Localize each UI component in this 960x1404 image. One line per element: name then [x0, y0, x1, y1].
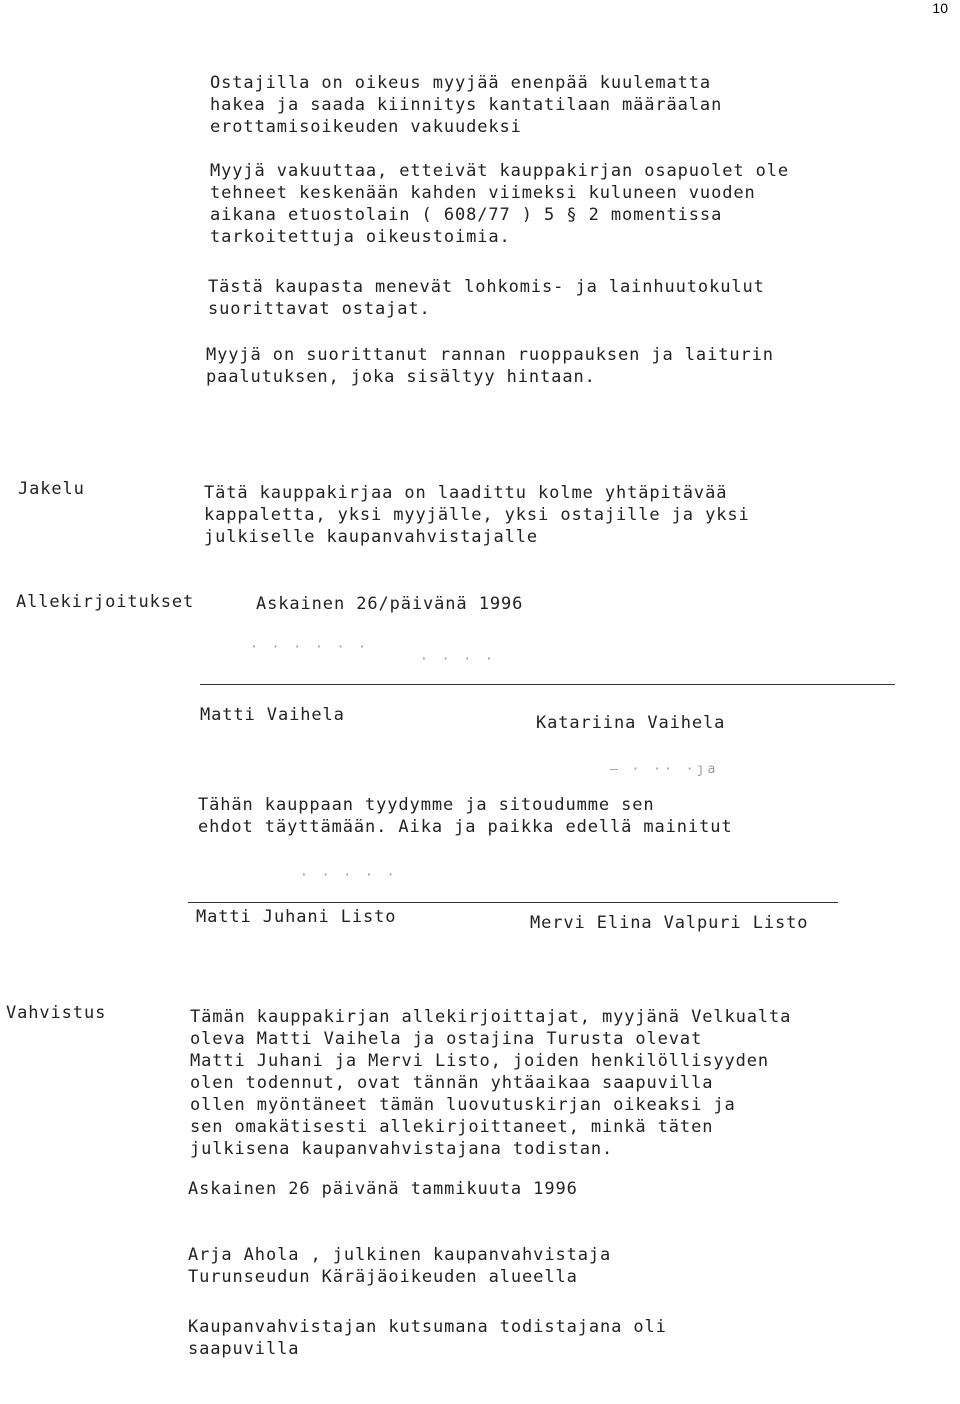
text-line: Arja Ahola , julkinen kaupanvahvistaja [188, 1245, 612, 1265]
text-line: erottamisoikeuden vakuudeksi [210, 117, 522, 137]
text-line: tarkoitettuja oikeustoimia. [210, 227, 511, 247]
text-line: sen omakätisesti allekirjoittaneet, minkä täten [190, 1117, 714, 1137]
agreement-text [198, 794, 732, 838]
scan-speck: · · · · · · [250, 640, 370, 655]
buyer-name-left: Matti Juhani Listo [196, 907, 397, 927]
text-line: olen todennut, ovat tännän yhtäaikaa saapuvilla [190, 1073, 714, 1093]
vahvistus-label: Vahvistus [6, 1003, 107, 1023]
text-line: Tähän kauppaan tyydymme ja sitoudumme sen [198, 795, 655, 815]
text-line: julkiselle kaupanvahvistajalle [204, 527, 539, 547]
jakelu-text [204, 482, 750, 548]
signing-place-date: Askainen 26/päivänä 1996 [256, 594, 524, 614]
text-line: saapuvilla [188, 1339, 300, 1359]
seller-name-left: Matti Vaihela [200, 705, 345, 725]
paragraph-costs [208, 276, 765, 320]
text-line: kappaletta, yksi myyjälle, yksi ostajille ja yksi [204, 505, 750, 525]
paragraph-dredging [206, 344, 774, 388]
seller-signature-line [200, 684, 895, 685]
paragraph-mortgage-right [210, 72, 722, 138]
text-line: Tästä kaupasta menevät lohkomis- ja lainhuutokulut [208, 277, 765, 297]
allekirjoitukset-label: Allekirjoitukset [16, 592, 195, 612]
confirmation-place-date: Askainen 26 päivänä tammikuuta 1996 [188, 1179, 578, 1199]
jakelu-label: Jakelu [18, 479, 85, 499]
text-line: julkisena kaupanvahvistajana todistan. [190, 1139, 614, 1159]
notary-text [188, 1244, 611, 1288]
seller-name-right: Katariina Vaihela [536, 713, 726, 733]
text-line: Tätä kauppakirjaa on laadittu kolme yhtäpitävää [204, 483, 728, 503]
vahvistus-text [190, 1006, 791, 1160]
buyer-name-right: Mervi Elina Valpuri Listo [530, 913, 809, 933]
buyer-signature-line [188, 902, 838, 903]
scan-speck: · · · · · [300, 868, 398, 883]
text-line: suorittavat ostajat. [208, 299, 431, 319]
scan-speck: · · · · [420, 652, 496, 667]
text-line: Ostajilla on oikeus myyjää enenpää kuulematta [210, 73, 712, 93]
text-line: ollen myöntäneet tämän luovutuskirjan oikeaksi ja [190, 1095, 736, 1115]
text-line: hakea ja saada kiinnitys kantatilaan määräalan [210, 95, 723, 115]
scan-speck: — · ·· ·ȷa [610, 762, 719, 777]
text-line: Turunseudun Käräjäoikeuden alueella [188, 1267, 578, 1287]
text-line: Myyjä vakuuttaa, etteivät kauppakirjan osapuolet ole [210, 161, 790, 181]
text-line: Matti Juhani ja Mervi Listo, joiden henkilöllisyyden [190, 1051, 770, 1071]
text-line: ehdot täyttämään. Aika ja paikka edellä mainitut [198, 817, 733, 837]
text-line: paalutuksen, joka sisältyy hintaan. [206, 367, 596, 387]
text-line: aikana etuostolain ( 608/77 ) 5 § 2 momentissa [210, 205, 723, 225]
text-line: Tämän kauppakirjan allekirjoittajat, myyjänä Velkualta [190, 1007, 792, 1027]
witness-text [188, 1316, 667, 1360]
paragraph-seller-assurance [210, 160, 789, 248]
text-line: tehneet keskenään kahden viimeksi kuluneen vuoden [210, 183, 756, 203]
text-line: Kaupanvahvistajan kutsumana todistajana oli [188, 1317, 667, 1337]
page-number: 10 [932, 0, 948, 16]
text-line: Myyjä on suorittanut rannan ruoppauksen ja laiturin [206, 345, 774, 365]
text-line: oleva Matti Vaihela ja ostajina Turusta olevat [190, 1029, 703, 1049]
